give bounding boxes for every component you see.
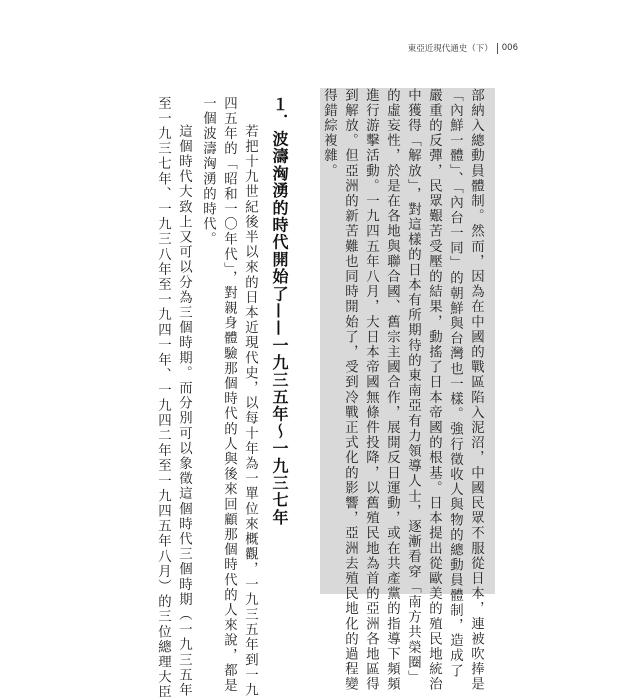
boxed-text-column: 到解放。但亞洲的新苦難也同時開始了，受到冷戰正式化的影響，亞洲去殖民地化的過程變 [342, 88, 358, 692]
header-divider [497, 43, 498, 54]
running-header [408, 42, 518, 54]
boxed-text-column: 嚴重的反彈，民眾艱苦受壓的結果，動搖了日本帝國的根基。日本提出從歐美的殖民地統治 [426, 88, 442, 692]
boxed-text-column: 的虛妄性，於是在各地與聯合國、舊宗主國合作，展開反日運動，或在共產黨的指導下頻頻 [384, 88, 400, 692]
book-title: 東亞近現代通史（下） [407, 44, 493, 54]
boxed-text-column: 進行游擊活動。一九四五年八月，大日本帝國無條件投降，以舊殖民地為首的亞洲各地區得 [363, 88, 379, 692]
body-text-column: 若把十九世紀後半以來的日本近現代史，以每十年為一單位來概觀，一九三五年到一九 [242, 124, 258, 698]
body-text-column: 四五年的「昭和一〇年代」，對親身體驗那個時代的人與後來回顧那個時代的人來說，都是 [221, 96, 237, 694]
body-text-column: 一個波濤洶湧的時代。 [200, 96, 216, 247]
boxed-text-column: 中獲得「解放」，對這樣的日本有所期待的東南亞有力領導人士，逐漸看穿「南方共榮圈」 [405, 88, 421, 686]
boxed-text-column: 得錯綜複雜。 [321, 88, 337, 179]
page-number: 006 [501, 43, 518, 53]
section-heading: １．波濤洶湧的時代開始了——一九三五年～一九三七年 [270, 96, 289, 526]
boxed-text-column: 「內鮮一體」、「內台一同」的朝鮮與台灣也一樣。強行徵收人與物的總動員體制，造成了 [447, 88, 463, 679]
boxed-passage [320, 88, 495, 692]
boxed-text-column: 部納入總動員體制。然而，因為在中國的戰區陷入泥沼，中國民眾不服從日本，連被吹捧是 [468, 88, 484, 692]
body-text-column: 至一九三七年、一九三八年至一九四一年、一九四二年至一九四五年八月）的三位總理大臣 [155, 96, 171, 700]
body-text-column: 這個時代大致上又可以分為三個時期。而分別可以象徵這個時代三個時期（一九三五年 [176, 124, 192, 698]
